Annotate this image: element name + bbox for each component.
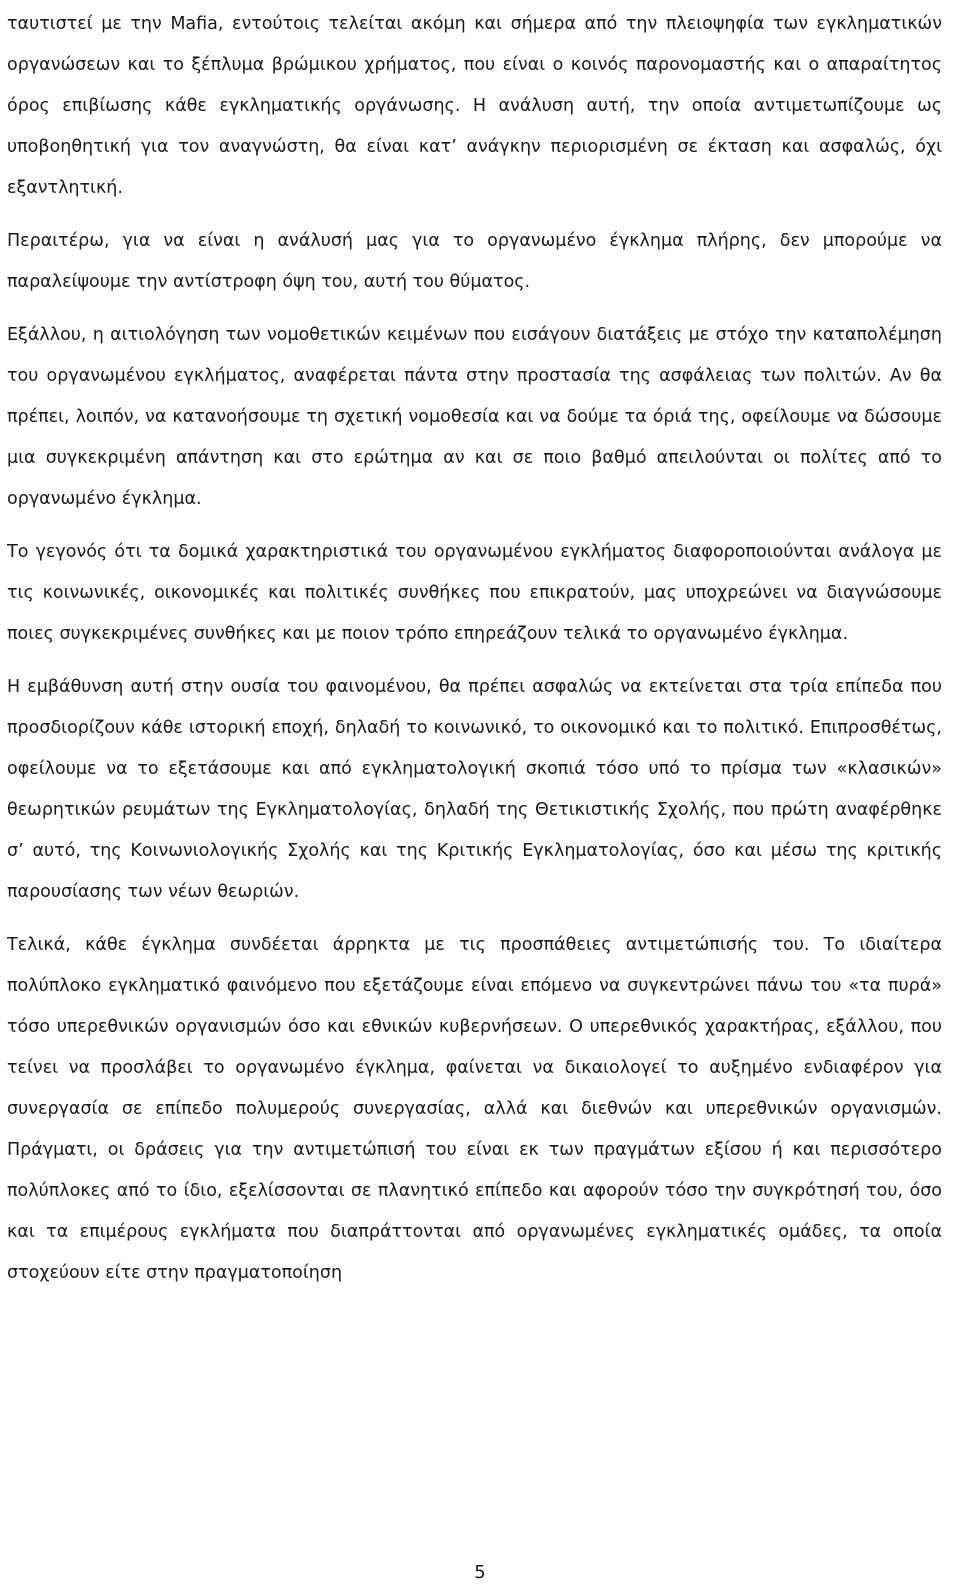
paragraph-6: Τελικά, κάθε έγκλημα συνδέεται άρρηκτα με τις προσπάθειες αντιμετώπισής του. Το ιδιαίτερα πολύπλοκο εγκληματικό φαινόμενο που εξετάζουμε είναι επόμενο να συγκεντρώνει πάνω του «τα πυρά» τόσο υπερεθνικών οργανισμών όσο και εθνικών κυβερνήσεων. Ο υπερεθνικός χαρακτήρας, εξάλλου, που τείνει να προσλάβει το οργανωμένο έγκλημα, φαίνεται να δικαιολογεί το αυξημένο ενδιαφέρον για συνεργασία σε επίπεδο πολυμερούς συνεργασίας, αλλά και διεθνών και υπερεθνικών οργανισμών. Πράγματι, οι δράσεις για την αντιμετώπισή του είναι εκ των πραγμάτων εξίσου ή και περισσότερο πολύπλοκες από το ίδιο, εξελίσσονται σε πλανητικό επίπεδο και αφορούν τόσο την συγκρότησή του, όσο και τα επιμέρους εγκλήματα που διαπράττονται από οργανωμένες εγκληματικές ομάδες, τα οποία στοχεύουν είτε στην πραγματοποίηση	[7, 935, 942, 1283]
paragraph-1: ταυτιστεί με την Mafia, εντούτοις τελείται ακόμη και σήμερα από την πλειοψηφία των εγκληματικών οργανώσεων και το ξέπλυμα βρώμικου χρήματος, που είναι ο κοινός παρονομαστής και ο απαραίτητος όρος επιβίωσης κάθε εγκληματικής οργάνωσης. Η ανάλυση αυτή, την οποία αντιμετωπίζουμε ως υποβοηθητική για τον αναγνώστη, θα είναι κατ’ ανάγκην περιορισμένη σε έκταση και ασφαλώς, όχι εξαντλητική.	[7, 14, 942, 198]
paragraph-2: Περαιτέρω, για να είναι η ανάλυσή μας για το οργανωμένο έγκλημα πλήρης, δεν μπορούμε να παραλείψουμε την αντίστροφη όψη του, αυτή του θύματος.	[7, 231, 942, 292]
paragraph-3: Εξάλλου, η αιτιολόγηση των νομοθετικών κειμένων που εισάγουν διατάξεις με στόχο την καταπολέμηση του οργανωμένου εγκλήματος, αναφέρεται πάντα στην προστασία της ασφάλειας των πολιτών. Αν θα πρέπει, λοιπόν, να κατανοήσουμε τη σχετική νομοθεσία και να δούμε τα όριά της, οφείλουμε να δώσουμε μια συγκεκριμένη απάντηση και στο ερώτημα αν και σε ποιο βαθμό απειλούνται οι πολίτες από το οργανωμένο έγκλημα.	[7, 325, 942, 509]
paragraph-4: Το γεγονός ότι τα δομικά χαρακτηριστικά του οργανωμένου εγκλήματος διαφοροποιούνται ανάλογα με τις κοινωνικές, οικονομικές και πολιτικές συνθήκες που επικρατούν, μας υποχρεώνει να διαγνώσουμε ποιες συγκεκριμένες συνθήκες και με ποιον τρόπο επηρεάζουν τελικά το οργανωμένο έγκλημα.	[7, 542, 942, 644]
paragraph-5: Η εμβάθυνση αυτή στην ουσία του φαινομένου, θα πρέπει ασφαλώς να εκτείνεται στα τρία επίπεδα που προσδιορίζουν κάθε ιστορική εποχή, δηλαδή το κοινωνικό, το οικονομικό και το πολιτικό. Επιπροσθέτως, οφείλουμε να το εξετάσουμε και από εγκληματολογική σκοπιά τόσο υπό το πρίσμα των «κλασικών» θεωρητικών ρευμάτων της Εγκληματολογίας, δηλαδή της Θετικιστικής Σχολής, που πρώτη αναφέρθηκε σ’ αυτό, της Κοινωνιολογικής Σχολής και της Κριτικής Εγκληματολογίας, όσο και μέσω της κριτικής παρουσίασης των νέων θεωριών.	[7, 677, 942, 902]
page-number: 5	[474, 1562, 486, 1583]
